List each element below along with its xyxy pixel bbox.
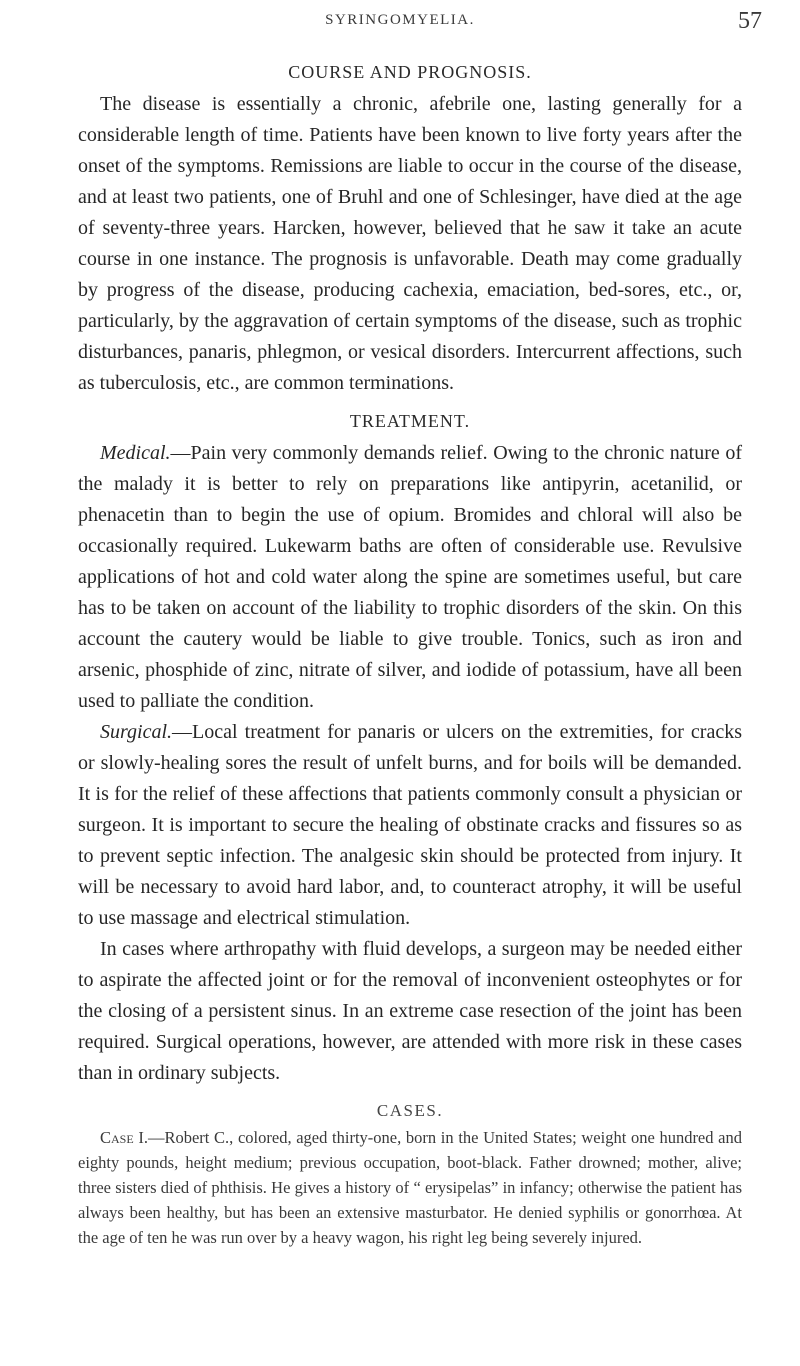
case-one-label: Case I. — [100, 1128, 148, 1147]
cases-heading: CASES. — [376, 1101, 444, 1120]
surgical-text: —Local treatment for panaris or ulcers on the extremities, for cracks or slowly-healing sores the result of unfelt burns, and for boils will be demanded. It is for the relief of these affections that patients commonly consult a physician or surgeon. It is important to secure the healing of obstinate cracks and fissures so as to prevent septic infection. The analgesic skin should be protected from injury. It will be necessary to avoid hard labor, and, to counteract atrophy, it will be useful to use massage and electrical stimulation. — [78, 721, 742, 929]
case-one-paragraph — [78, 1125, 742, 1250]
medical-text: —Pain very commonly demands relief. Owing to the chronic nature of the malady it is better to rely on preparations like antipyrin, acetanilid, or phenacetin than to begin the use of opium. Bromides and chloral will also be occasionally required. Lukewarm baths are often of considerable use. Revulsive applications of hot and cold water along the spine are sometimes useful, but care has to be taken on account of the liability to trophic disorders of the skin. On this account the cautery would be liable to give trouble. Tonics, such as iron and arsenic, phosphide of zinc, nitrate of silver, and iodide of potassium, have all been used to palliate the condition. — [78, 442, 742, 712]
medical-paragraph — [78, 438, 742, 717]
course-prognosis-heading: COURSE AND PROGNOSIS. — [288, 62, 532, 82]
surgical-label: Surgical. — [100, 721, 173, 743]
medical-label: Medical. — [100, 442, 171, 464]
running-head — [0, 8, 800, 48]
surgical-paragraph — [78, 717, 742, 934]
page-number: 57 — [738, 8, 762, 34]
body-text — [78, 62, 742, 1250]
course-paragraph: The disease is essentially a chronic, afebrile one, lasting generally for a considerable length of time. Patients have been known to live forty years after the onset of the symptoms. Remissions are liable to occur in the course of the disease, and at least two patients, one of Bruhl and one of Schlesinger, have died at the age of seventy-three years. Harcken, however, believed that he saw it take an acute course in one instance. The prognosis is unfavorable. Death may come gradually by progress of the disease, producing cachexia, emaciation, bed-sores, etc., or, particularly, by the aggravation of certain symptoms of the disease, such as trophic disturbances, panaris, phlegmon, or vesical disorders. Intercurrent affections, such as tuberculosis, etc., are common terminations. — [78, 93, 742, 394]
running-title: SYRINGOMYELIA. — [325, 12, 475, 28]
arthropathy-paragraph: In cases where arthropathy with fluid develops, a surgeon may be needed either to aspirate the affected joint or for the removal of inconvenient osteophytes or for the closing of a persistent sinus. In an extreme case resection of the joint has been required. Surgical operations, however, are attended with more risk in these cases than in ordinary subjects. — [78, 938, 742, 1084]
case-one-text: —Robert C., colored, aged thirty-one, born in the United States; weight one hundred and eighty pounds, height medium; previous occupation, boot-black. Father drowned; mother, alive; three sisters died of phthisis. He gives a history of “ erysipelas” in infancy; otherwise the patient has always been healthy, but has been an extensive masturbator. He denied syphilis or gonorrhœa. At the age of ten he was run over by a heavy wagon, his right leg being severely injured. — [78, 1128, 742, 1247]
treatment-heading: TREATMENT. — [349, 411, 471, 431]
